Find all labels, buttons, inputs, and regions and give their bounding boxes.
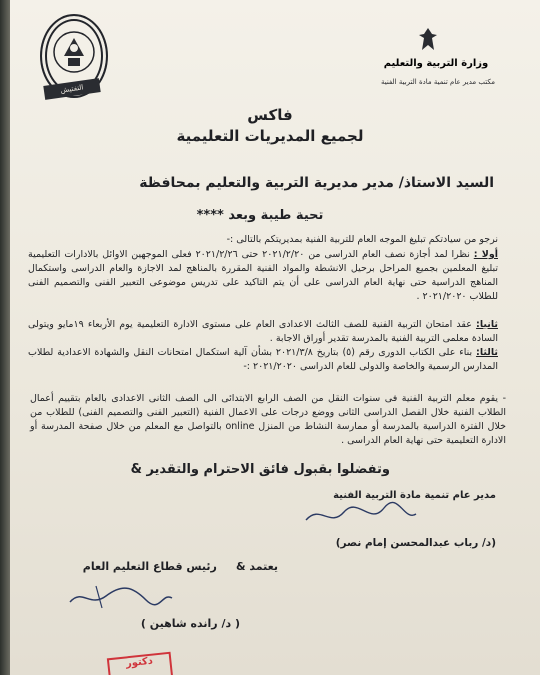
office-line: مكتب مدير عام تنمية مادة التربية الفنية: [381, 78, 495, 86]
point-third-label: ثالثا:: [476, 347, 498, 358]
addressee-line: السيد الاستاذ/ مدير مديرية التربية والتعليم بمحافظة: [139, 175, 494, 191]
point-third: [28, 346, 498, 374]
intro-paragraph: نرجو من سيادتكم تبليغ الموجه العام للتربية الفنية بمديريتكم بالتالى :-: [226, 234, 498, 245]
sender-name: (د/ رباب عبدالمحسن إمام نصر): [335, 537, 496, 549]
point-second-text: عقد امتحان التربية الفنية للصف الثالث الاعدادى العام على مستوى الادارة التعليمية يوم الأربعاء ١٩مايو ويتولى السادة معلمى التربية الفنية بالمدرسة تقدير أوراق الاجابة .: [28, 319, 498, 344]
greeting: تحية طيبة وبعد ****: [196, 208, 324, 223]
photo-edge-shadow: [0, 0, 10, 675]
bullet-icon: -: [498, 393, 506, 404]
bullet-text: يقوم معلم التربية الفنية فى سنوات النقل من الصف الرابع الابتدائى الى الصف الثانى الاعدادى بالعام بتقييم أعمال الطلاب الفنية خلال الفصل الدراسى الثانى ووضع درجات على الاعمال الفنية (التعبير الفنى والتصميم الفنى) للطلاب من خلال الفترة الدراسية بالمدرسة أو ممارسة النشاط من المنزل online بالتواصل مع المعلم من خلال صفحة المدرسة أو الادارة التعليمية حتى نهاية العام الدراسى .: [30, 393, 506, 446]
sender-role: مدير عام تنمية مادة التربية الفنية: [333, 490, 496, 501]
point-first-label: أولا :: [473, 249, 498, 260]
point-second: [28, 318, 498, 346]
fax-title: فاكس: [247, 106, 293, 124]
approval-name: ( د/ رانده شاهين ): [140, 617, 240, 630]
point-second-label: ثانيا:: [476, 319, 498, 330]
recipients-line: لجميع المديريات التعليمية: [176, 127, 364, 145]
sender-signature-icon: [300, 498, 420, 532]
bullet-paragraph: [30, 392, 506, 448]
approval-signature-icon: [66, 578, 176, 614]
eagle-emblem-icon: [418, 26, 438, 52]
point-first: [28, 248, 498, 304]
ministry-name: وزارة التربية والتعليم: [383, 58, 489, 69]
approval-line: يعتمد & رئيس قطاع التعليم العام: [82, 560, 278, 573]
point-first-text: نظرا لمد أجازة نصف العام الدراسى من ٢٠٢١/٢/٢٠ حتى ٢٠٢١/٢/٢٦ فعلى الموجهين الاوائل بالادارات التعليمية تبليغ المعلمين بجميع المراحل برحيل الانشطة والمواد الفنية المقررة بالمناهج لمد الاجازة والعام الدراسى واستكمال المناهج الدراسية حتى نهاية العام الدراسى على أن يتم التاكيد على تدريس موضوعى التعبير الفنى والتصميم الفنى للطلاب ٢٠٢١/٢٠٢٠ .: [28, 249, 498, 302]
seal-label: التفتيش: [43, 78, 100, 100]
closing-line: وتفضلوا بقبول فائق الاحترام والتقدير &: [130, 462, 390, 477]
red-stamp: دكتور: [107, 652, 173, 675]
point-third-text: بناء على الكتاب الدورى رقم (٥) بتاريخ ٢٠٢١/٣/٨ بشأن آلية استكمال امتحانات النقل والشهادة الاعدادية لطلاب المدارس الرسمية والخاصة والدولى للعام الدراسى ٢٠٢١/٢٠٢٠ :-: [28, 347, 498, 372]
